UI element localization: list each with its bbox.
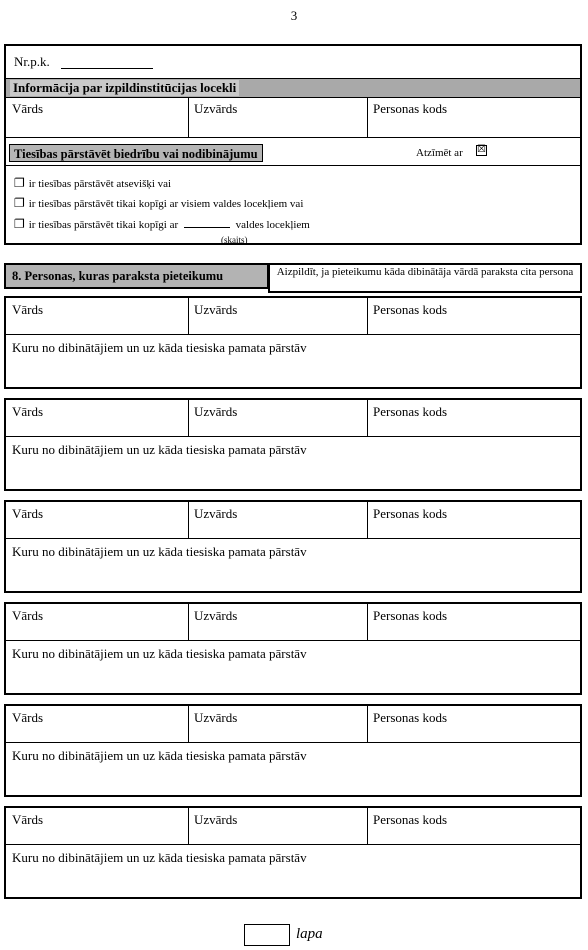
signer-name-row [6,502,580,539]
represents-field[interactable]: Kuru no dibinātājiem un uz kāda tiesiska pamata pārstāv [12,544,307,559]
uzvards-field[interactable]: Uzvārds [194,608,238,623]
signer-block [4,704,582,797]
signer-name-row [6,706,580,743]
option-text-end: valdes locekļiem [235,219,310,231]
executive-member-block [4,44,582,245]
vards-field[interactable]: Vārds [12,302,44,317]
signer-name-row [6,400,580,437]
divider [188,400,189,436]
option-text: ir tiesības pārstāvēt tikai kopīgi ar visiem valdes locekļiem vai [28,198,304,210]
nrpk-label: Nr.p.k. [14,54,50,69]
signer-block [4,500,582,593]
option-text: ir tiesības pārstāvēt atsevišķi vai [28,178,172,190]
vards-field[interactable]: Vārds [12,404,44,419]
divider [188,298,189,334]
signer-block [4,602,582,695]
divider [188,502,189,538]
vards-label: Vārds [12,101,44,116]
represents-field[interactable]: Kuru no dibinātājiem un uz kāda tiesiska pamata pārstāv [12,748,307,763]
checkbox-icon[interactable]: ❐ [14,176,25,190]
mark-instruction: Atzīmēt ar [416,147,463,159]
signer-block [4,806,582,899]
uzvards-label: Uzvārds [194,101,238,116]
option-some-members[interactable] [14,217,310,231]
uzvards-field[interactable]: Uzvārds [194,404,238,419]
divider [367,604,368,640]
rights-header [6,140,580,166]
divider [367,298,368,334]
personas-kods-field[interactable]: Personas kods [373,812,448,827]
lapa-label: lapa [296,926,323,942]
skaits-label: (skaits) [221,235,248,245]
section8-header [4,263,269,289]
represents-field[interactable]: Kuru no dibinātājiem un uz kāda tiesiska pamata pārstāv [12,340,307,355]
signer-name-row [6,808,580,845]
signer-name-row [6,298,580,335]
nrpk-input-line[interactable] [61,68,153,69]
rights-title: Tiesības pārstāvēt biedrību vai nodibinājumu [9,144,263,162]
signer-name-row [6,604,580,641]
signer-block [4,296,582,389]
divider [367,808,368,844]
checkbox-icon[interactable]: ❐ [14,217,25,231]
uzvards-field[interactable]: Uzvārds [194,710,238,725]
represents-field[interactable]: Kuru no dibinātājiem un uz kāda tiesiska pamata pārstāv [12,850,307,865]
divider [188,98,189,137]
page-number-box[interactable] [244,924,290,946]
option-all-members[interactable] [14,196,303,210]
personas-kods-field[interactable]: Personas kods [373,608,448,623]
divider [188,604,189,640]
divider [367,502,368,538]
personas-kods-field[interactable]: Personas kods [373,404,448,419]
divider [188,706,189,742]
uzvards-field[interactable]: Uzvārds [194,812,238,827]
option-separately[interactable] [14,176,171,190]
info-title: Informācija par izpildinstitūcijas locekli [10,80,239,96]
uzvards-field[interactable]: Uzvārds [194,302,238,317]
checked-box-icon: ☒ [477,144,486,155]
represents-field[interactable]: Kuru no dibinātājiem un uz kāda tiesiska pamata pārstāv [12,646,307,661]
divider [367,400,368,436]
uzvards-field[interactable]: Uzvārds [194,506,238,521]
represents-field[interactable]: Kuru no dibinātājiem un uz kāda tiesiska pamata pārstāv [12,442,307,457]
personas-kods-label: Personas kods [373,101,448,116]
checkbox-icon[interactable]: ❐ [14,196,25,210]
vards-field[interactable]: Vārds [12,710,44,725]
personas-kods-field[interactable]: Personas kods [373,710,448,725]
vards-field[interactable]: Vārds [12,506,44,521]
option-text: ir tiesības pārstāvēt tikai kopīgi ar [28,219,179,231]
section8-title: 8. Personas, kuras paraksta pieteikumu [12,269,224,283]
count-blank[interactable] [184,227,230,228]
vards-field[interactable]: Vārds [12,608,44,623]
page-number: 3 [290,8,298,23]
member-name-row [6,98,580,138]
divider [188,808,189,844]
section8-note: Aizpildīt, ja pieteikumu kāda dibinātāja vārdā paraksta cita persona [268,263,582,293]
divider [367,98,368,137]
divider [367,706,368,742]
personas-kods-field[interactable]: Personas kods [373,302,448,317]
info-header-bar [6,78,580,98]
personas-kods-field[interactable]: Personas kods [373,506,448,521]
signer-block [4,398,582,491]
vards-field[interactable]: Vārds [12,812,44,827]
